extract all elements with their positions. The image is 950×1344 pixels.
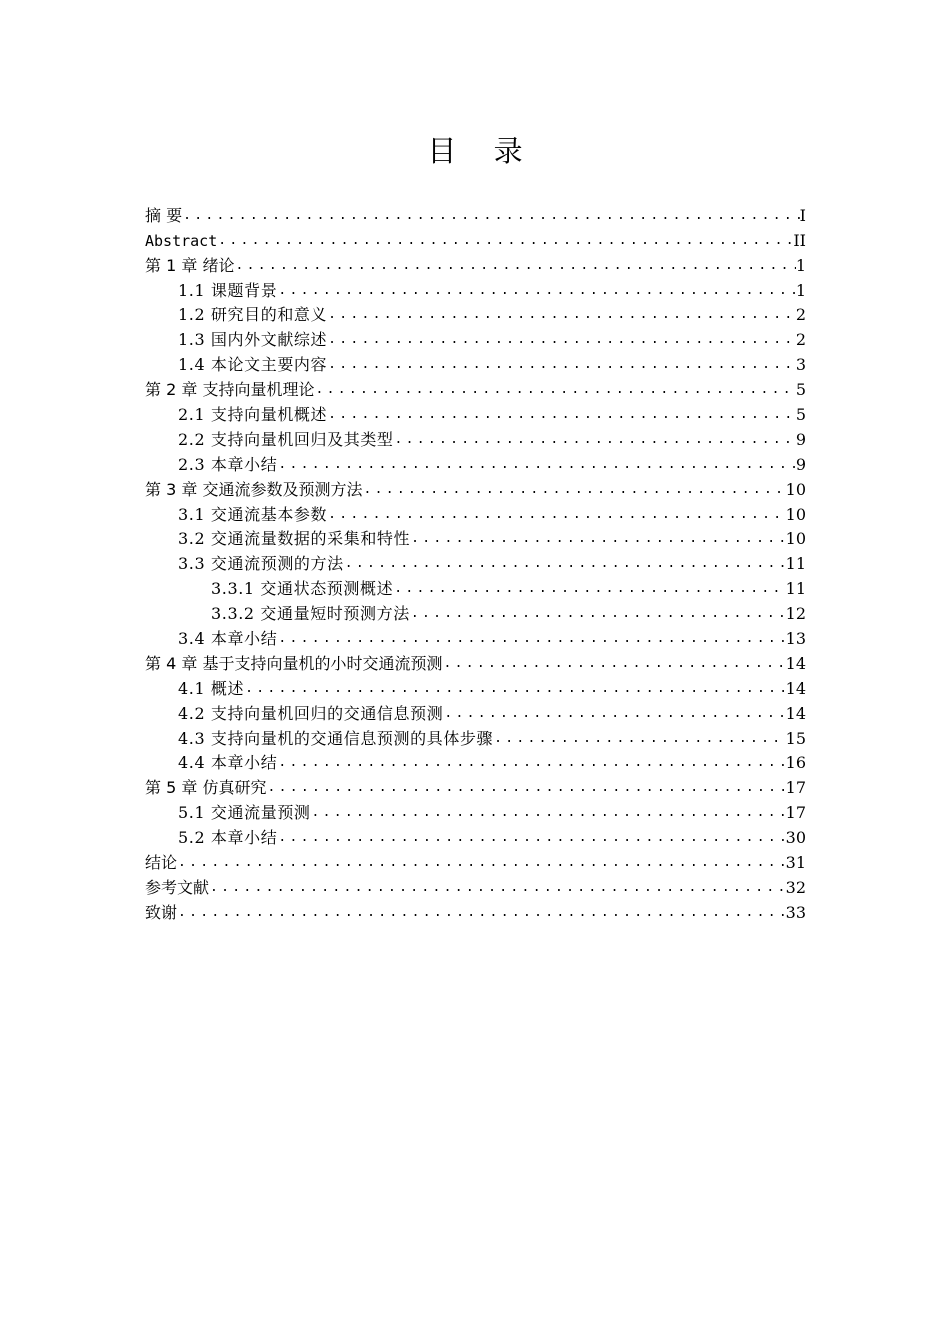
toc-entry[interactable]	[145, 550, 806, 575]
toc-entry-page-number: 1	[795, 255, 806, 275]
toc-entry[interactable]	[145, 227, 806, 252]
toc-entry[interactable]	[145, 526, 806, 551]
toc-dot-leader	[277, 454, 795, 476]
toc-entry[interactable]	[145, 700, 806, 725]
toc-dot-leader	[182, 205, 800, 227]
toc-dot-leader	[266, 777, 785, 799]
toc-entry-page-number: 10	[785, 479, 806, 499]
toc-entry[interactable]	[145, 774, 806, 799]
toc-entry[interactable]	[145, 501, 806, 526]
toc-entry-page-number: II	[793, 230, 806, 250]
toc-entry[interactable]	[145, 376, 806, 401]
toc-dot-leader	[327, 329, 796, 351]
toc-dot-leader	[393, 578, 785, 600]
toc-entry-page-number: 33	[785, 902, 806, 922]
toc-dot-leader	[362, 479, 785, 501]
toc-dot-leader	[209, 877, 786, 899]
toc-entry-label: 参考文献	[145, 877, 210, 897]
toc-entry[interactable]	[145, 575, 806, 600]
toc-entry-page-number: 14	[785, 678, 806, 698]
toc-entry-page-number: 16	[785, 753, 806, 773]
toc-entry[interactable]	[145, 277, 806, 302]
toc-entry[interactable]	[145, 625, 806, 650]
page-title: 目 录	[427, 134, 537, 168]
toc-entry-page-number: 5	[795, 405, 806, 425]
toc-entry-label: 2.1 支持向量机概述	[178, 405, 328, 425]
toc-entry-label: 4.1 概述	[178, 678, 245, 698]
toc-entry[interactable]	[145, 849, 806, 874]
toc-dot-leader	[277, 752, 785, 774]
toc-entry-page-number: 9	[795, 429, 806, 449]
toc-entry[interactable]	[145, 426, 806, 451]
toc-entry-page-number: 12	[785, 604, 806, 624]
toc-entry-page-number: I	[799, 205, 806, 225]
toc-entry[interactable]	[145, 799, 806, 824]
toc-entry-page-number: 11	[785, 579, 806, 599]
toc-entry-label: 2.3 本章小结	[178, 454, 278, 474]
toc-entry-label: 1.1 课题背景	[178, 280, 278, 300]
toc-entry-label: 致谢	[145, 902, 178, 922]
toc-entry-page-number: 10	[785, 504, 806, 524]
toc-dot-leader	[327, 504, 786, 526]
toc-dot-leader	[177, 852, 786, 874]
toc-entry-label: 3.3 交通流预测的方法	[178, 554, 344, 574]
toc-entry[interactable]	[145, 650, 806, 675]
toc-entry-page-number: 2	[795, 330, 806, 350]
toc-entry-label: Abstract	[145, 231, 218, 250]
toc-entry-page-number: 17	[785, 778, 806, 798]
toc-dot-leader	[442, 653, 785, 675]
toc-entry-label: 3.2 交通流量数据的采集和特性	[178, 529, 411, 549]
toc-entry[interactable]	[145, 725, 806, 750]
toc-dot-leader	[410, 603, 786, 625]
toc-dot-leader	[493, 728, 786, 750]
toc-entry-label: 1.4 本论文主要内容	[178, 355, 328, 375]
toc-dot-leader	[410, 528, 786, 550]
toc-entry-page-number: 13	[785, 629, 806, 649]
toc-entry[interactable]	[145, 874, 806, 899]
toc-dot-leader	[327, 354, 796, 376]
toc-entry-label: 4.2 支持向量机回归的交通信息预测	[178, 703, 444, 723]
toc-dot-leader	[244, 678, 786, 700]
toc-entry[interactable]	[145, 351, 806, 376]
toc-entry-label: 结论	[145, 853, 178, 873]
toc-entry[interactable]	[145, 401, 806, 426]
toc-entry[interactable]	[145, 675, 806, 700]
toc-entry-page-number: 9	[795, 454, 806, 474]
toc-entry-page-number: 30	[785, 828, 806, 848]
toc-dot-leader	[234, 255, 795, 277]
toc-entry[interactable]	[145, 600, 806, 625]
table-of-contents	[145, 202, 806, 924]
toc-entry-page-number: 14	[785, 703, 806, 723]
toc-entry[interactable]	[145, 202, 806, 227]
toc-entry-label: 3.3.2 交通量短时预测方法	[211, 604, 410, 624]
toc-dot-leader	[394, 429, 796, 451]
toc-entry-label: 4.4 本章小结	[178, 753, 278, 773]
toc-entry-label: 3.1 交通流基本参数	[178, 504, 328, 524]
toc-entry-label: 3.4 本章小结	[178, 629, 278, 649]
toc-dot-leader	[311, 802, 786, 824]
toc-entry-page-number: 2	[795, 305, 806, 325]
toc-entry-page-number: 5	[795, 380, 806, 400]
toc-entry-page-number: 15	[785, 728, 806, 748]
toc-entry-page-number: 10	[785, 529, 806, 549]
toc-entry[interactable]	[145, 476, 806, 501]
toc-entry-label: 第 4 章 基于支持向量机的小时交通流预测	[145, 653, 443, 673]
toc-dot-leader	[177, 902, 786, 924]
toc-entry-label: 摘 要	[145, 205, 183, 225]
toc-entry[interactable]	[145, 252, 806, 277]
toc-entry-label: 第 3 章 交通流参数及预测方法	[145, 479, 363, 499]
toc-entry-label: 1.3 国内外文献综述	[178, 330, 328, 350]
toc-entry-page-number: 14	[785, 653, 806, 673]
toc-entry-page-number: 11	[785, 554, 806, 574]
toc-dot-leader	[327, 404, 796, 426]
toc-entry-page-number: 1	[795, 280, 806, 300]
toc-entry-label: 3.3.1 交通状态预测概述	[211, 579, 394, 599]
toc-entry[interactable]	[145, 824, 806, 849]
toc-entry-label: 第 5 章 仿真研究	[145, 778, 267, 798]
toc-entry-label: 5.2 本章小结	[178, 828, 278, 848]
toc-entry[interactable]	[145, 326, 806, 351]
toc-dot-leader	[314, 379, 795, 401]
toc-dot-leader	[277, 280, 795, 302]
toc-entry-page-number: 3	[795, 355, 806, 375]
toc-dot-leader	[217, 230, 793, 252]
toc-dot-leader	[443, 703, 785, 725]
toc-entry-label: 第 2 章 支持向量机理论	[145, 380, 315, 400]
toc-dot-leader	[277, 827, 785, 849]
toc-entry-page-number: 31	[785, 853, 806, 873]
toc-dot-leader	[277, 628, 785, 650]
toc-entry[interactable]	[145, 750, 806, 775]
toc-entry[interactable]	[145, 302, 806, 327]
toc-entry[interactable]	[145, 451, 806, 476]
toc-entry-page-number: 17	[785, 803, 806, 823]
toc-entry-page-number: 32	[785, 877, 806, 897]
toc-entry-label: 1.2 研究目的和意义	[178, 305, 328, 325]
toc-entry-label: 4.3 支持向量机的交通信息预测的具体步骤	[178, 728, 494, 748]
toc-entry-label: 2.2 支持向量机回归及其类型	[178, 429, 394, 449]
toc-dot-leader	[327, 304, 796, 326]
toc-entry-label: 5.1 交通流量预测	[178, 803, 311, 823]
toc-entry-label: 第 1 章 绪论	[145, 255, 235, 275]
toc-dot-leader	[344, 553, 786, 575]
toc-entry[interactable]	[145, 899, 806, 924]
